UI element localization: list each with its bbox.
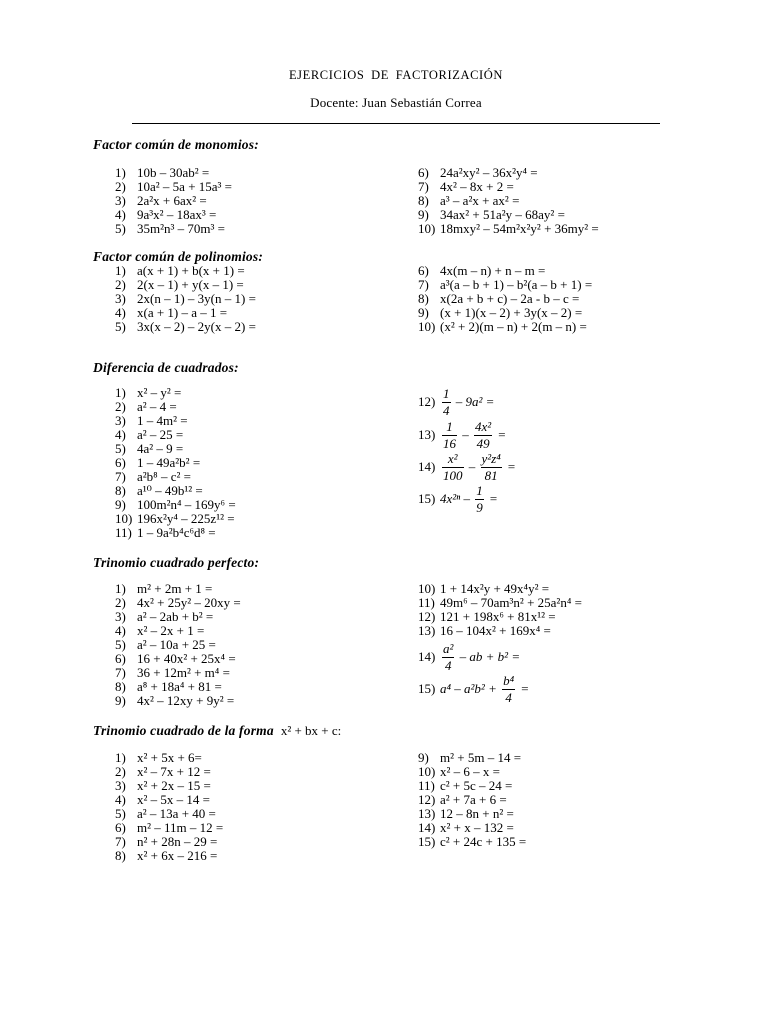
exercise-column-left (115, 386, 236, 540)
fraction (474, 420, 492, 451)
exercise-expression: x² + 5x + 6= (137, 750, 202, 765)
exercise-number: 3) (115, 778, 126, 793)
exercise-expression: m² + 2m + 1 = (137, 581, 213, 596)
fraction-denominator: 16 (443, 435, 456, 451)
exercise-number: 15) (418, 834, 436, 849)
expression-text: = (494, 427, 507, 442)
exercise-expression: 1 – 9a²b⁴c⁶d⁸ = (137, 525, 216, 540)
exercise-expression (440, 452, 516, 483)
exercise-number: 8) (418, 291, 429, 306)
expression-text: = (503, 459, 516, 474)
exercise-expression: 24a²xy² – 36x²y⁴ = (440, 165, 538, 180)
fraction-denominator: 4 (444, 657, 452, 673)
exercise-item (115, 470, 236, 484)
exercise-expression: 49m⁶ – 70am³n² + 25a²n⁴ = (440, 595, 582, 610)
exercise-expression: 1 – 4m² = (137, 413, 188, 428)
exercise-item (418, 610, 582, 624)
expression-text: = (485, 491, 498, 506)
exercise-expression: 1 + 14x²y + 49x⁴y² = (440, 581, 550, 596)
exercise-number: 7) (115, 665, 126, 680)
exercise-number: 1) (115, 385, 126, 400)
fraction (502, 674, 515, 705)
exercise-expression (440, 420, 506, 451)
exercise-expression: c² + 5c – 24 = (440, 778, 513, 793)
exercise-expression: 34ax² + 51a²y – 68ay² = (440, 207, 565, 222)
exercise-number: 10) (115, 511, 133, 526)
exercise-expression: x(a + 1) – a – 1 = (137, 305, 228, 320)
exercise-item (418, 194, 599, 208)
exercise-expression: 2x(n – 1) – 3y(n – 1) = (137, 291, 256, 306)
exercise-number: 10) (418, 764, 436, 779)
exercise-item (115, 306, 256, 320)
exercise-number: 6) (115, 820, 126, 835)
exercise-number: 9) (115, 497, 126, 512)
title-divider (132, 123, 660, 124)
exercise-item (115, 400, 236, 414)
fraction-numerator: 1 (443, 385, 450, 401)
exercise-item (418, 624, 582, 638)
exercise-expression: a⁸ + 18a⁴ + 81 = (137, 679, 222, 694)
section-heading: Factor común de polinomios: (93, 249, 264, 264)
exercise-column-right (418, 166, 599, 236)
exercise-number: 13) (418, 427, 436, 442)
exercise-number: 9) (418, 750, 429, 765)
exercise-item (115, 596, 241, 610)
expression-text: = (517, 681, 530, 696)
exercise-expression: 2(x – 1) + y(x – 1) = (137, 277, 244, 292)
fraction-denominator: 9 (476, 499, 483, 515)
exercise-expression: x² + x – 132 = (440, 820, 514, 835)
exercise-expression: 10b – 30ab² = (137, 165, 210, 180)
exercise-number: 4) (115, 623, 126, 638)
exercise-expression: a³(a – b + 1) – b²(a – b + 1) = (440, 277, 593, 292)
teacher-line: Docente: Juan Sebastián Correa (310, 95, 482, 110)
exercise-item (418, 641, 582, 673)
exercise-expression: 1 – 49a²b² = (137, 455, 201, 470)
exercise-number: 9) (418, 305, 429, 320)
exercise-number: 5) (115, 221, 126, 236)
section-heading-formula: x² + bx + c: (280, 723, 342, 738)
exercise-item (115, 610, 241, 624)
exercise-item (115, 680, 241, 694)
exercise-expression: 100m²n⁴ – 169y⁶ = (137, 497, 236, 512)
exercise-item (115, 166, 232, 180)
exercise-item (115, 484, 236, 498)
exercise-expression (440, 674, 529, 705)
exercise-number: 2) (115, 399, 126, 414)
exercise-number: 15) (418, 681, 436, 696)
exercise-column-left (115, 751, 223, 863)
exercise-expression (440, 387, 494, 418)
exercise-expression: 4x² – 12xy + 9y² = (137, 693, 235, 708)
exercise-item (115, 807, 223, 821)
exercise-expression: 4x² – 8x + 2 = (440, 179, 514, 194)
exercise-item (115, 208, 232, 222)
exercise-number: 1) (115, 581, 126, 596)
exercise-expression: x² – 2x + 1 = (137, 623, 205, 638)
exercise-item (115, 414, 236, 428)
exercise-column-right (418, 264, 592, 334)
exercise-number: 7) (418, 179, 429, 194)
exercise-number: 14) (418, 820, 436, 835)
exercise-column-left (115, 166, 232, 236)
exercise-column-right (418, 385, 516, 515)
exercise-number: 11) (418, 595, 435, 610)
exercise-number: 5) (115, 441, 126, 456)
exercise-item (115, 278, 256, 292)
exercise-expression: 36 + 12m² + m⁴ = (137, 665, 230, 680)
exercise-expression: 4x² + 25y² – 20xy = (137, 595, 241, 610)
exercise-number: 8) (115, 848, 126, 863)
fraction (475, 484, 484, 515)
exercise-item (115, 821, 223, 835)
exercise-expression: 12 – 8n + n² = (440, 806, 514, 821)
exercise-number: 5) (115, 806, 126, 821)
page-title: EJERCICIOS DE FACTORIZACIÓN (288, 68, 504, 82)
exercise-item (115, 765, 223, 779)
exercise-item (418, 264, 592, 278)
fraction-numerator: 4x² (475, 418, 492, 434)
fraction-numerator: y²z⁴ (481, 450, 501, 466)
exercise-item (115, 849, 223, 863)
fraction-denominator: 81 (484, 467, 498, 483)
exercise-expression: x² – 5x – 14 = (137, 792, 210, 807)
exercise-number: 2) (115, 764, 126, 779)
exercise-item (115, 512, 236, 526)
exercise-expression: (x² + 2)(m – n) + 2(m – n) = (440, 319, 587, 334)
exercise-expression: 4x(m – n) + n – m = (440, 263, 546, 278)
exercise-item (115, 694, 241, 708)
exercise-number: 3) (115, 413, 126, 428)
exercise-number: 8) (115, 679, 126, 694)
exercise-number: 13) (418, 806, 436, 821)
exercise-expression: a³ – a²x + ax² = (440, 193, 520, 208)
exercise-number: 14) (418, 649, 436, 664)
exercise-item (115, 638, 241, 652)
exercise-number: 4) (115, 207, 126, 222)
exercise-item (418, 596, 582, 610)
exercise-expression: 16 + 40x² + 25x⁴ = (137, 651, 236, 666)
exercise-item (115, 652, 241, 666)
exercise-item (418, 673, 582, 705)
fraction-denominator: 49 (476, 435, 490, 451)
section-heading-text: Trinomio cuadrado de la forma (93, 723, 274, 738)
exercise-item (115, 751, 223, 765)
exercise-item (115, 194, 232, 208)
exercise-number: 3) (115, 291, 126, 306)
exercise-column-right (418, 751, 526, 849)
exercise-item (418, 765, 526, 779)
exercise-column-left (115, 264, 256, 334)
exercise-number: 15) (418, 491, 436, 506)
exercise-item (418, 451, 516, 483)
exercise-item (115, 456, 236, 470)
exercise-item (115, 526, 236, 540)
exercise-item (418, 419, 516, 451)
exercise-number: 7) (418, 277, 429, 292)
exercise-item (418, 306, 592, 320)
exercise-expression: 2a²x + 6ax² = (137, 193, 207, 208)
exercise-expression: m² – 11m – 12 = (137, 820, 224, 835)
exercise-number: 4) (115, 427, 126, 442)
exercise-number: 7) (115, 469, 126, 484)
exercise-item (115, 386, 236, 400)
exercise-expression: a(x + 1) + b(x + 1) = (137, 263, 245, 278)
fraction-numerator: 1 (476, 482, 483, 498)
exercise-number: 8) (418, 193, 429, 208)
exercise-item (115, 320, 256, 334)
exercise-number: 13) (418, 623, 436, 638)
expression-text: 4x²ⁿ – (440, 491, 474, 506)
exercise-item (115, 666, 241, 680)
exercise-item (418, 821, 526, 835)
exercise-expression (440, 484, 498, 515)
exercise-item (115, 498, 236, 512)
exercise-expression: 121 + 198x⁶ + 81x¹² = (440, 609, 556, 624)
exercise-expression: a² – 13a + 40 = (137, 806, 216, 821)
exercise-expression: 10a² – 5a + 15a³ = (137, 179, 233, 194)
exercise-expression: x² + 6x – 216 = (137, 848, 218, 863)
expression-text: a⁴ – a²b² + (440, 681, 501, 696)
fraction-denominator: 100 (443, 467, 463, 483)
exercise-number: 11) (115, 525, 132, 540)
exercise-number: 12) (418, 792, 436, 807)
exercise-expression: 35m²n³ – 70m³ = (137, 221, 225, 236)
exercise-number: 2) (115, 179, 126, 194)
exercise-number: 11) (418, 778, 435, 793)
exercise-expression: a² – 25 = (137, 427, 184, 442)
exercise-expression: 16 – 104x² + 169x⁴ = (440, 623, 551, 638)
exercise-number: 7) (115, 834, 126, 849)
exercise-expression: a² – 4 = (137, 399, 177, 414)
expression-text: – 9a² = (452, 394, 495, 409)
exercise-item (115, 582, 241, 596)
section-heading: Diferencia de cuadrados: (93, 360, 239, 375)
exercise-item (418, 180, 599, 194)
exercise-number: 4) (115, 792, 126, 807)
exercise-expression: (x + 1)(x – 2) + 3y(x – 2) = (440, 305, 583, 320)
exercise-item (418, 278, 592, 292)
exercise-column-right (418, 582, 582, 705)
exercise-number: 14) (418, 459, 436, 474)
exercise-expression: x(2a + b + c) – 2a - b – c = (440, 291, 580, 306)
exercise-item (115, 292, 256, 306)
exercise-item (418, 292, 592, 306)
exercise-number: 2) (115, 595, 126, 610)
exercise-item (418, 222, 599, 236)
fraction (442, 642, 454, 673)
fraction-denominator: 4 (443, 402, 450, 418)
expression-text: – ab + b² = (456, 649, 521, 664)
exercise-item (115, 180, 232, 194)
exercise-item (418, 483, 516, 515)
exercise-number: 12) (418, 394, 436, 409)
exercise-number: 3) (115, 609, 126, 624)
exercise-expression: 3x(x – 2) – 2y(x – 2) = (137, 319, 256, 334)
exercise-number: 5) (115, 637, 126, 652)
exercise-expression: a² – 10a + 25 = (137, 637, 216, 652)
exercise-expression: 18mxy² – 54m²x²y² + 36my² = (440, 221, 599, 236)
fraction-denominator: 4 (505, 689, 512, 705)
fraction-numerator: a² (443, 640, 454, 656)
exercise-number: 10) (418, 221, 436, 236)
section-heading: Trinomio cuadrado perfecto: (93, 555, 260, 570)
section-heading: Factor común de monomios: (93, 137, 259, 152)
fraction (442, 420, 457, 451)
exercise-number: 2) (115, 277, 126, 292)
exercise-expression: a¹⁰ – 49b¹² = (137, 483, 203, 498)
exercise-expression: n² + 28n – 29 = (137, 834, 218, 849)
exercise-expression: 196x²y⁴ – 225z¹² = (137, 511, 235, 526)
exercise-item (115, 779, 223, 793)
exercise-number: 3) (115, 193, 126, 208)
exercise-item (115, 793, 223, 807)
exercise-item (418, 779, 526, 793)
exercise-item (418, 320, 592, 334)
exercise-item (418, 835, 526, 849)
exercise-item (115, 264, 256, 278)
exercise-expression: x² + 2x – 15 = (137, 778, 211, 793)
exercise-number: 9) (418, 207, 429, 222)
fraction-numerator: b⁴ (503, 672, 515, 688)
exercise-expression: c² + 24c + 135 = (440, 834, 527, 849)
exercise-number: 12) (418, 609, 436, 624)
exercise-number: 6) (418, 263, 429, 278)
exercise-item (418, 751, 526, 765)
exercise-expression: a² – 2ab + b² = (137, 609, 214, 624)
exercise-expression: m² + 5m – 14 = (440, 750, 522, 765)
section-heading (93, 723, 341, 739)
fraction (442, 387, 451, 418)
exercise-number: 6) (418, 165, 429, 180)
fraction-numerator: x² (447, 450, 458, 466)
exercise-number: 1) (115, 750, 126, 765)
exercise-item (418, 582, 582, 596)
exercise-expression: 9a³x² – 18ax³ = (137, 207, 217, 222)
exercise-number: 5) (115, 319, 126, 334)
expression-text: – (459, 427, 472, 442)
exercise-item (418, 793, 526, 807)
exercise-expression (440, 642, 520, 673)
exercise-item (418, 208, 599, 222)
exercise-expression: x² – 7x + 12 = (137, 764, 211, 779)
fraction (442, 452, 464, 483)
exercise-number: 8) (115, 483, 126, 498)
exercise-item (115, 222, 232, 236)
exercise-expression: a² + 7a + 6 = (440, 792, 507, 807)
exercise-expression: x² – 6 – x = (440, 764, 500, 779)
exercise-number: 1) (115, 165, 126, 180)
exercise-item (115, 442, 236, 456)
exercise-expression: 4a² – 9 = (137, 441, 184, 456)
exercise-number: 1) (115, 263, 126, 278)
exercise-number: 9) (115, 693, 126, 708)
exercise-number: 6) (115, 455, 126, 470)
exercise-expression: x² – y² = (137, 385, 182, 400)
exercise-item (115, 624, 241, 638)
exercise-item (418, 385, 516, 419)
exercise-number: 10) (418, 319, 436, 334)
expression-text: – (465, 459, 479, 474)
exercise-item (418, 166, 599, 180)
exercise-number: 6) (115, 651, 126, 666)
fraction (481, 452, 502, 483)
exercise-item (418, 807, 526, 821)
exercise-number: 4) (115, 305, 126, 320)
exercise-item (115, 835, 223, 849)
exercise-column-left (115, 582, 241, 708)
exercise-expression: a²b⁸ – c² = (137, 469, 191, 484)
exercise-item (115, 428, 236, 442)
exercise-number: 10) (418, 581, 436, 596)
fraction-numerator: 1 (446, 418, 453, 434)
